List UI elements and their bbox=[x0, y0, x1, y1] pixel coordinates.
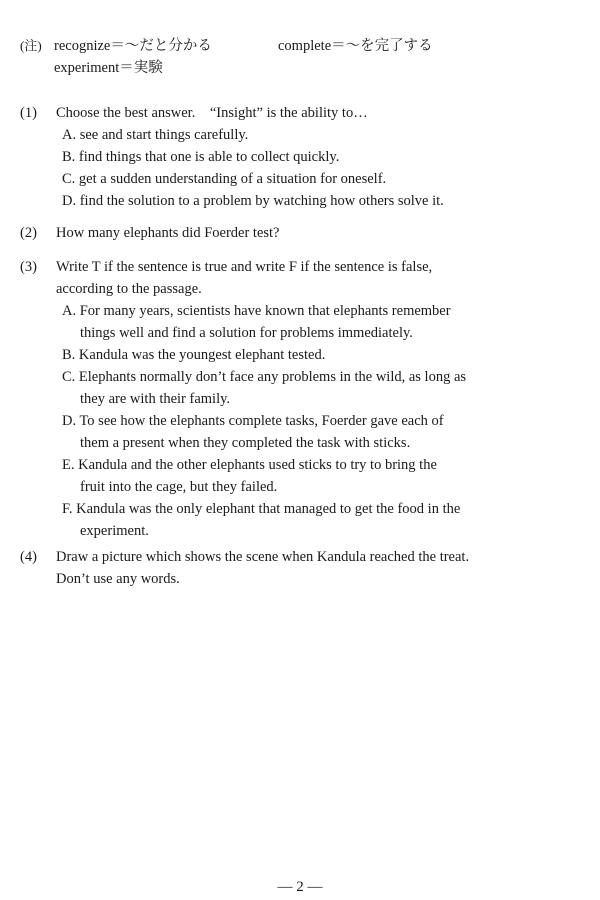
statement-f-continued: experiment. bbox=[80, 523, 149, 539]
option-a: A. see and start things carefully. bbox=[62, 127, 249, 143]
statement-c: C. Elephants normally don’t face any problems in the wild, as long as bbox=[62, 369, 467, 385]
statement-f: F. Kandula was the only elephant that managed to get the food in the bbox=[62, 501, 461, 517]
page-number: — 2 — bbox=[277, 879, 323, 895]
option-b: B. find things that one is able to collect quickly. bbox=[62, 149, 340, 165]
note-row-2 bbox=[20, 57, 580, 79]
question-4 bbox=[20, 546, 580, 590]
note-label: (注) bbox=[20, 38, 42, 53]
statement-d-continued: them a present when they completed the task with sticks. bbox=[80, 435, 411, 451]
statement-e: E. Kandula and the other elephants used sticks to try to bring the bbox=[62, 457, 437, 473]
question-text: Choose the best answer. “Insight” is the ability to… bbox=[56, 105, 368, 121]
statement-c-continued: they are with their family. bbox=[80, 391, 231, 407]
question-number: (2) bbox=[20, 225, 37, 241]
statement-a-continued: things well and find a solution for problems immediately. bbox=[80, 325, 413, 341]
question-3 bbox=[20, 256, 580, 542]
statement-d: D. To see how the elephants complete tasks, Foerder gave each of bbox=[62, 413, 444, 429]
question-number: (3) bbox=[20, 259, 37, 275]
question-text-continued: Don’t use any words. bbox=[56, 571, 180, 587]
answer-options bbox=[20, 124, 580, 212]
question-1 bbox=[20, 102, 580, 212]
statement-b: B. Kandula was the youngest elephant tested. bbox=[62, 347, 326, 363]
question-text: Draw a picture which shows the scene when Kandula reached the treat. bbox=[56, 549, 470, 565]
question-number: (1) bbox=[20, 105, 37, 121]
question-text: Write T if the sentence is true and write F if the sentence is false, bbox=[56, 259, 433, 275]
question-2 bbox=[20, 222, 580, 244]
option-c: C. get a sudden understanding of a situation for oneself. bbox=[62, 171, 387, 187]
note-recognize: recognize＝〜だと分かる bbox=[54, 38, 212, 54]
question-number: (4) bbox=[20, 549, 37, 565]
note-row-1 bbox=[20, 35, 580, 57]
vocabulary-notes bbox=[20, 35, 580, 79]
true-false-statements bbox=[20, 300, 580, 542]
statement-a: A. For many years, scientists have known that elephants remember bbox=[62, 303, 451, 319]
note-experiment: experiment＝実験 bbox=[54, 60, 163, 76]
statement-e-continued: fruit into the cage, but they failed. bbox=[80, 479, 278, 495]
question-text-continued: according to the passage. bbox=[56, 281, 202, 297]
question-text: How many elephants did Foerder test? bbox=[56, 225, 280, 241]
option-d: D. find the solution to a problem by watching how others solve it. bbox=[62, 193, 444, 209]
note-complete: complete＝〜を完了する bbox=[278, 38, 433, 54]
